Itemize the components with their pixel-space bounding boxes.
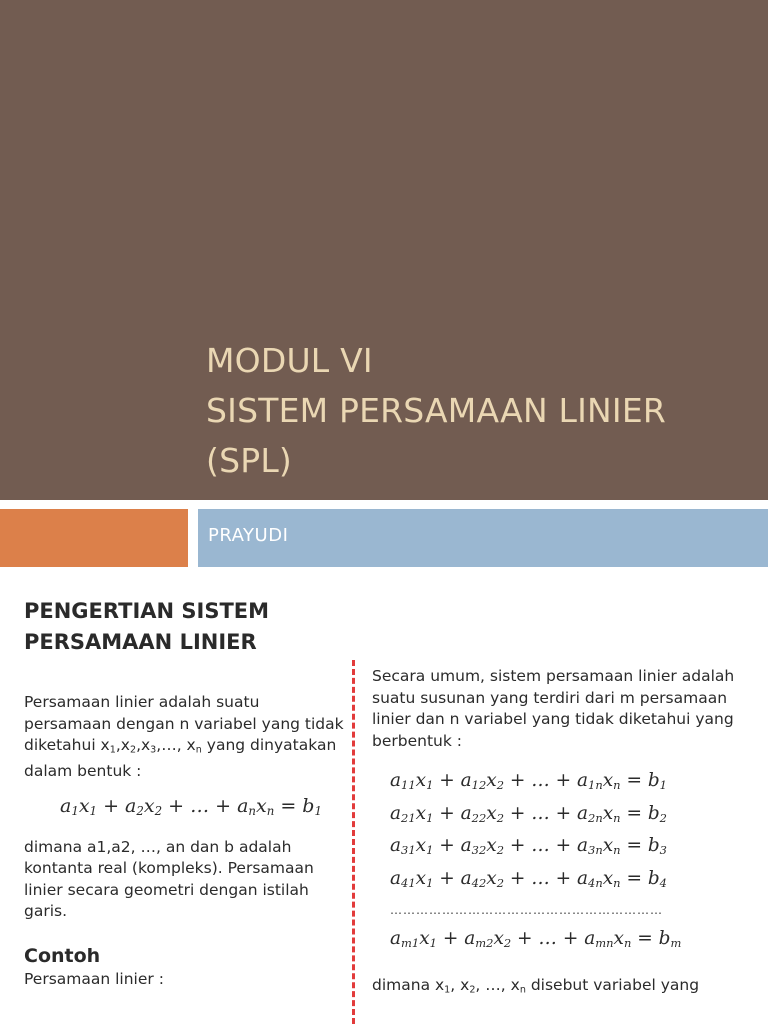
system-row: $a_{11}x_1 + a_{12}x_2$ + … + $a_{1n}x_n = b_1$ <box>390 770 667 792</box>
example-heading: Contoh <box>24 944 101 967</box>
section-title: PENGERTIAN SISTEM PERSAMAAN LINIER <box>24 599 270 654</box>
linear-equation: $a_1x_1 + a_2x_2$ + … + $a_nx_n = b_1$ <box>60 795 322 819</box>
variables-note: dimana $x_1$, $x_2$, …, $x_n$ disebut variabel yang <box>372 975 700 995</box>
accent-bar-orange <box>0 509 188 567</box>
constants-paragraph: dimana a1,a2, …, an dan b adalah kontanta real (kompleks). Persamaan linier secara geometri dengan istilah garis. <box>24 837 314 921</box>
column-divider <box>352 660 355 1024</box>
left-column <box>24 692 350 990</box>
definition-paragraph: Persamaan linier adalah suatu persamaan dengan n variabel yang tidak diketahui $x_1,x_2,x_3,\dots$, $x_n$ yang dinyatakan dalam bentuk : <box>24 693 344 780</box>
system-row-last: $a_{m1}x_1 + a_{m2}x_2$ + … + $a_{mn}x_n = b_m$ <box>390 928 682 950</box>
example-line: Persamaan linier : <box>24 969 164 988</box>
general-form-paragraph: Secara umum, sistem persamaan linier adalah suatu susunan yang terdiri dari m persamaan linier dan n variabel yang tidak diketahui yang berbentuk : <box>372 667 735 750</box>
content-slide <box>0 568 768 1024</box>
slide-title <box>206 336 746 486</box>
title-line-3: (SPL) <box>206 441 292 480</box>
author-name: PRAYUDI <box>208 525 289 546</box>
title-line-1: MODUL VI <box>206 341 373 380</box>
system-row: $a_{41}x_1 + a_{42}x_2$ + … + $a_{4n}x_n = b_4$ <box>390 867 667 890</box>
system-row: $a_{21}x_1 + a_{22}x_2$ + … + $a_{2n}x_n = b_2$ <box>390 802 667 825</box>
title-line-2: SISTEM PERSAMAAN LINIER <box>206 391 667 430</box>
right-column <box>372 666 752 1000</box>
ellipsis-row: ……………………………………………………… <box>390 903 663 917</box>
equation-system <box>390 770 752 961</box>
system-row: $a_{31}x_1 + a_{32}x_2$ + … + $a_{3n}x_n = b_3$ <box>390 835 667 857</box>
